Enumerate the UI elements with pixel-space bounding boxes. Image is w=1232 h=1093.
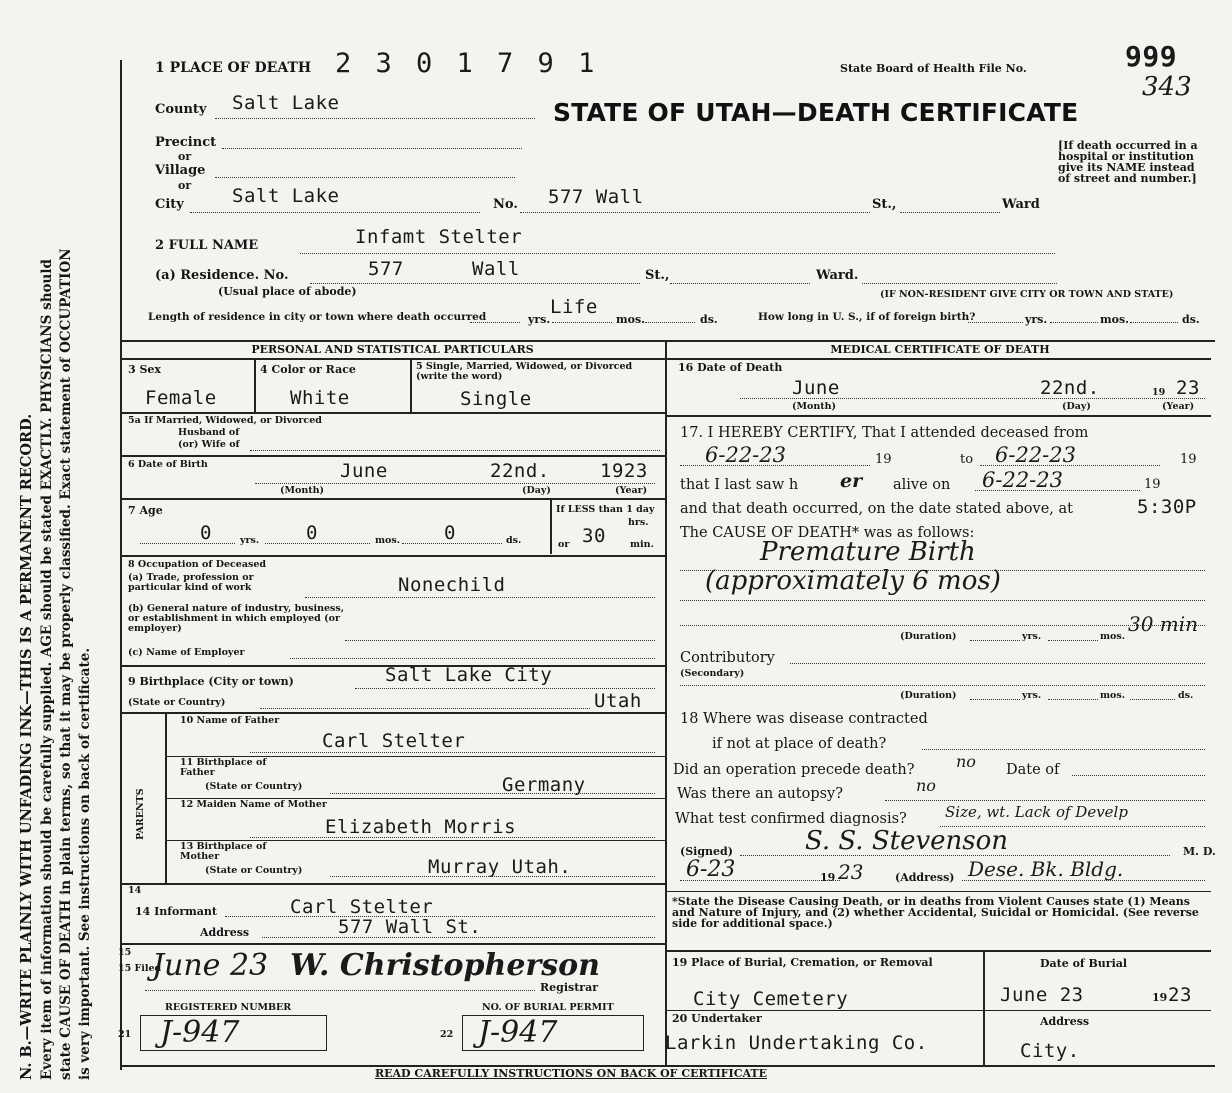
hrs-label: hrs. (628, 517, 649, 528)
residence-street: Wall (472, 258, 520, 280)
city-label: City (155, 197, 184, 212)
dob-day: 22nd. (490, 460, 550, 482)
duration-label-1: (Duration) (900, 631, 957, 642)
certify-line: 17. I HEREBY CERTIFY, That I attended deceased from (680, 425, 1089, 441)
age-mos-label: mos. (375, 535, 401, 546)
cause-1: Premature Birth (760, 537, 976, 567)
autopsy-value: no (916, 776, 936, 795)
length-label: Length of residence in city or town where death occurred (148, 311, 487, 323)
board-file-label: State Board of Health File No. (840, 62, 1027, 75)
age-ds-label: ds. (506, 535, 522, 546)
spouse-label-3: (or) Wife of (178, 439, 240, 450)
q18-label-2: if not at place of death? (712, 736, 887, 752)
dob-month-cap: (Month) (280, 485, 325, 496)
precinct-label: Precinct (155, 135, 217, 150)
occupation-label: 8 Occupation of Deceased (128, 559, 267, 570)
signed-year-prefix: 19 (820, 871, 836, 884)
personal-heading: PERSONAL AND STATISTICAL PARTICULARS (251, 343, 534, 356)
mother-label: 12 Maiden Name of Mother (180, 799, 327, 810)
last-saw-her: er (840, 470, 863, 492)
stamp-number: 2 3 0 1 7 9 1 (335, 48, 599, 79)
occupation-c: (c) Name of Employer (128, 647, 245, 658)
abode-caption: (Usual place of abode) (218, 285, 357, 298)
left-border (120, 60, 122, 1070)
informant-number: 14 (128, 885, 142, 896)
us-label: How long in U. S., if of foreign birth? (758, 311, 976, 323)
nineteen-2: 19 (1180, 452, 1197, 467)
father-birthplace-label: 11 Birthplace of Father (180, 757, 267, 778)
mother-value: Elizabeth Morris (325, 816, 517, 838)
duration-yrs-1: yrs. (1022, 631, 1042, 642)
father-birthplace-sub: (State or Country) (205, 781, 303, 792)
dod-month-cap: (Month) (792, 401, 837, 412)
duration-value: 30 min (1128, 612, 1199, 636)
dob-day-cap: (Day) (522, 485, 551, 496)
street-label: St., (872, 197, 897, 212)
us-mos: mos. (1100, 313, 1129, 326)
test-value: Size, wt. Lack of Develp (945, 803, 1128, 821)
burial-place: City Cemetery (693, 988, 849, 1010)
attended-to: 6-22-23 (995, 443, 1076, 467)
duration-mos-1: mos. (1100, 631, 1126, 642)
mother-birthplace: Murray Utah. (428, 856, 572, 878)
autopsy-label: Was there an autopsy? (677, 786, 844, 802)
village-label: Village (155, 163, 206, 178)
residence-ward-label: Ward. (816, 268, 859, 283)
nonresident-caption: (IF NON-RESIDENT GIVE CITY OR TOWN AND STATE) (880, 289, 1174, 300)
occupation-value: Nonechild (398, 574, 506, 596)
undertaker-address-label: Address (1040, 1015, 1090, 1028)
us-ds: ds. (1182, 313, 1200, 326)
filed-value: June 23 (152, 948, 269, 983)
undertaker-value: Larkin Undertaking Co. (665, 1032, 928, 1054)
spouse-label-1: 5a If Married, Widowed, or Divorced (128, 415, 322, 426)
burial-permit-label: NO. OF BURIAL PERMIT (482, 1002, 614, 1013)
dob-label: 6 Date of Birth (128, 459, 208, 470)
length-ds-label: ds. (700, 313, 718, 326)
birthplace-state: Utah (594, 690, 642, 712)
sex-label: 3 Sex (128, 363, 161, 376)
burial-place-label: 19 Place of Burial, Cremation, or Removal (672, 956, 933, 969)
hospital-note: [If death occurred in a hospital or institution give its NAME instead of street and number.] (1058, 139, 1198, 185)
side-note-line2: Every item of information should be carefully supplied. AGE should be stated EXACTLY. PHYSICIANS should (39, 259, 55, 1080)
burial-date-label: Date of Burial (1040, 957, 1128, 970)
dod-month: June (792, 377, 840, 399)
length-yrs-label: yrs. (528, 313, 551, 326)
us-yrs: yrs. (1025, 313, 1048, 326)
alive-on-label: alive on (893, 477, 951, 493)
age-mos-value: 0 (306, 522, 318, 544)
medical-heading: MEDICAL CERTIFICATE OF DEATH (830, 343, 1050, 356)
side-instructions (18, 60, 118, 1080)
duration-mos-2: mos. (1100, 690, 1126, 701)
file-number: 999 (1125, 40, 1178, 73)
dod-year: 23 (1176, 377, 1200, 399)
registrar-signature: W. Christopherson (290, 948, 600, 983)
side-note-line3: state CAUSE OF DEATH in plain terms, so that it may be properly classified. Exact statement of OCCUPATION (58, 248, 74, 1080)
or-2: or (178, 179, 192, 192)
dod-label: 16 Date of Death (678, 361, 783, 374)
age-yrs-label: yrs. (240, 535, 260, 546)
to-label: to (960, 452, 974, 467)
md-label: M. D. (1183, 845, 1216, 858)
signed-year: 23 (838, 860, 864, 884)
mother-birthplace-label: 13 Birthplace of Mother (180, 841, 267, 862)
father-label: 10 Name of Father (180, 715, 280, 726)
dob-year-cap: (Year) (615, 485, 648, 496)
age-ds-value: 0 (444, 522, 456, 544)
nineteen-1: 19 (875, 452, 892, 467)
death-occurred-label: and that death occurred, on the date stated above, at (680, 501, 1073, 517)
side-note-line1: N. B.—WRITE PLAINLY WITH UNFADING INK—THIS IS A PERMANENT RECORD. (18, 413, 35, 1080)
residence-no: 577 (368, 258, 404, 280)
burial-year-prefix: 19 (1152, 991, 1168, 1004)
ward-label: Ward (1002, 197, 1040, 212)
footnote: *State the Disease Causing Death, or in deaths from Violent Causes state (1) Means and Nature of Injury, and (2) whether Accidental, Suicidal or Homicidal. (See reverse side for additional space.) (672, 895, 1199, 930)
full-name-label: 2 FULL NAME (155, 238, 259, 253)
length-value: Life (550, 296, 598, 318)
dod-year-cap: (Year) (1162, 401, 1195, 412)
num22: 22 (440, 1029, 454, 1040)
parents-label: PARENTS (135, 788, 146, 840)
last-saw-label: that I last saw h (680, 477, 799, 493)
physician-signature: S. S. Stevenson (805, 826, 1009, 856)
file-number-2: 343 (1142, 72, 1192, 102)
attended-from: 6-22-23 (705, 443, 786, 467)
duration-label-2: (Duration) (900, 690, 957, 701)
signed-address-label: (Address) (895, 871, 955, 884)
father-birthplace: Germany (502, 774, 586, 796)
duration-ds-2: ds. (1178, 690, 1194, 701)
burial-permit: J-947 (478, 1015, 558, 1050)
informant-value: Carl Stelter (290, 896, 434, 918)
side-note-line4: is very important. See instructions on back of certificate. (77, 647, 93, 1080)
signed-label: (Signed) (680, 845, 733, 858)
operation-value: no (956, 752, 976, 771)
section-divider (120, 340, 1215, 342)
birthplace-label: 9 Birthplace (City or town) (128, 675, 294, 688)
birthplace-city: Salt Lake City (385, 664, 553, 686)
occupation-a: (a) Trade, profession or particular kind of work (128, 572, 254, 593)
undertaker-label: 20 Undertaker (672, 1012, 762, 1025)
dod-day: 22nd. (1040, 377, 1100, 399)
center-divider (665, 340, 667, 1065)
operation-label: Did an operation precede death? (673, 762, 915, 778)
cause-2: (approximately 6 mos) (705, 566, 1001, 596)
city-value: Salt Lake (232, 185, 340, 207)
no-label: No. (493, 197, 518, 212)
contributory-label: Contributory (680, 650, 775, 666)
less-than-label: If LESS than 1 day (556, 504, 655, 515)
father-value: Carl Stelter (322, 730, 466, 752)
burial-date: June 23 (1000, 984, 1084, 1006)
length-mos-label: mos. (616, 313, 645, 326)
filed-label: 15 Filed (118, 963, 162, 974)
cause-label: The CAUSE OF DEATH* was as follows: (680, 525, 975, 541)
signed-date: 6-23 (686, 857, 736, 882)
undertaker-address: City. (1020, 1040, 1080, 1062)
filed-number: 15 (118, 947, 132, 958)
min-label: min. (630, 539, 654, 550)
num21: 21 (118, 1029, 132, 1040)
footer-instructions: READ CAREFULLY INSTRUCTIONS ON BACK OF CERTIFICATE (375, 1067, 767, 1080)
county-label: County (155, 102, 207, 117)
spouse-label-2: Husband of (178, 427, 240, 438)
dob-month: June (340, 460, 388, 482)
time-of-death: 5:30P (1137, 496, 1197, 518)
informant-label: 14 Informant (135, 905, 217, 918)
minutes-value: 30 (582, 525, 606, 547)
dod-year-prefix: 19 (1152, 387, 1166, 398)
age-yrs-value: 0 (200, 522, 212, 544)
color-label: 4 Color or Race (260, 363, 356, 376)
dod-day-cap: (Day) (1062, 401, 1091, 412)
or-label: or (558, 539, 570, 550)
place-of-death-label: 1 PLACE OF DEATH (155, 60, 312, 76)
birthplace-state-label: (State or Country) (128, 697, 226, 708)
registered-number: J-947 (160, 1015, 240, 1050)
marital-value: Single (460, 388, 532, 410)
certificate-title: STATE OF UTAH—DEATH CERTIFICATE (553, 98, 1079, 127)
county-value: Salt Lake (232, 92, 340, 114)
residence-label: (a) Residence. No. (155, 268, 289, 283)
secondary-label: (Secondary) (680, 668, 745, 679)
duration-yrs-2: yrs. (1022, 690, 1042, 701)
test-label: What test confirmed diagnosis? (675, 811, 907, 827)
residence-st-label: St., (645, 268, 670, 283)
or-1: or (178, 150, 192, 163)
mother-birthplace-sub: (State or Country) (205, 865, 303, 876)
nineteen-3: 19 (1144, 477, 1161, 492)
signed-address: Dese. Bk. Bldg. (968, 857, 1124, 881)
occupation-b: (b) General nature of industry, business, or establishment in which employed (or employer) (128, 603, 345, 634)
q18-label-1: 18 Where was disease contracted (680, 711, 928, 727)
registrar-label: Registrar (540, 981, 599, 994)
street-number-value: 577 Wall (548, 186, 644, 208)
informant-address-label: Address (200, 926, 250, 939)
full-name-value: Infamt Stelter (355, 226, 523, 248)
sex-value: Female (145, 387, 217, 409)
burial-year: 23 (1168, 984, 1192, 1006)
color-value: White (290, 387, 350, 409)
informant-address: 577 Wall St. (338, 916, 482, 938)
dob-year: 1923 (600, 460, 648, 482)
last-saw-date: 6-22-23 (982, 468, 1063, 492)
date-of-label: Date of (1006, 762, 1060, 778)
age-label: 7 Age (128, 504, 163, 517)
marital-label: 5 Single, Married, Widowed, or Divorced (write the word) (416, 361, 633, 382)
registered-number-label: REGISTERED NUMBER (165, 1002, 292, 1013)
